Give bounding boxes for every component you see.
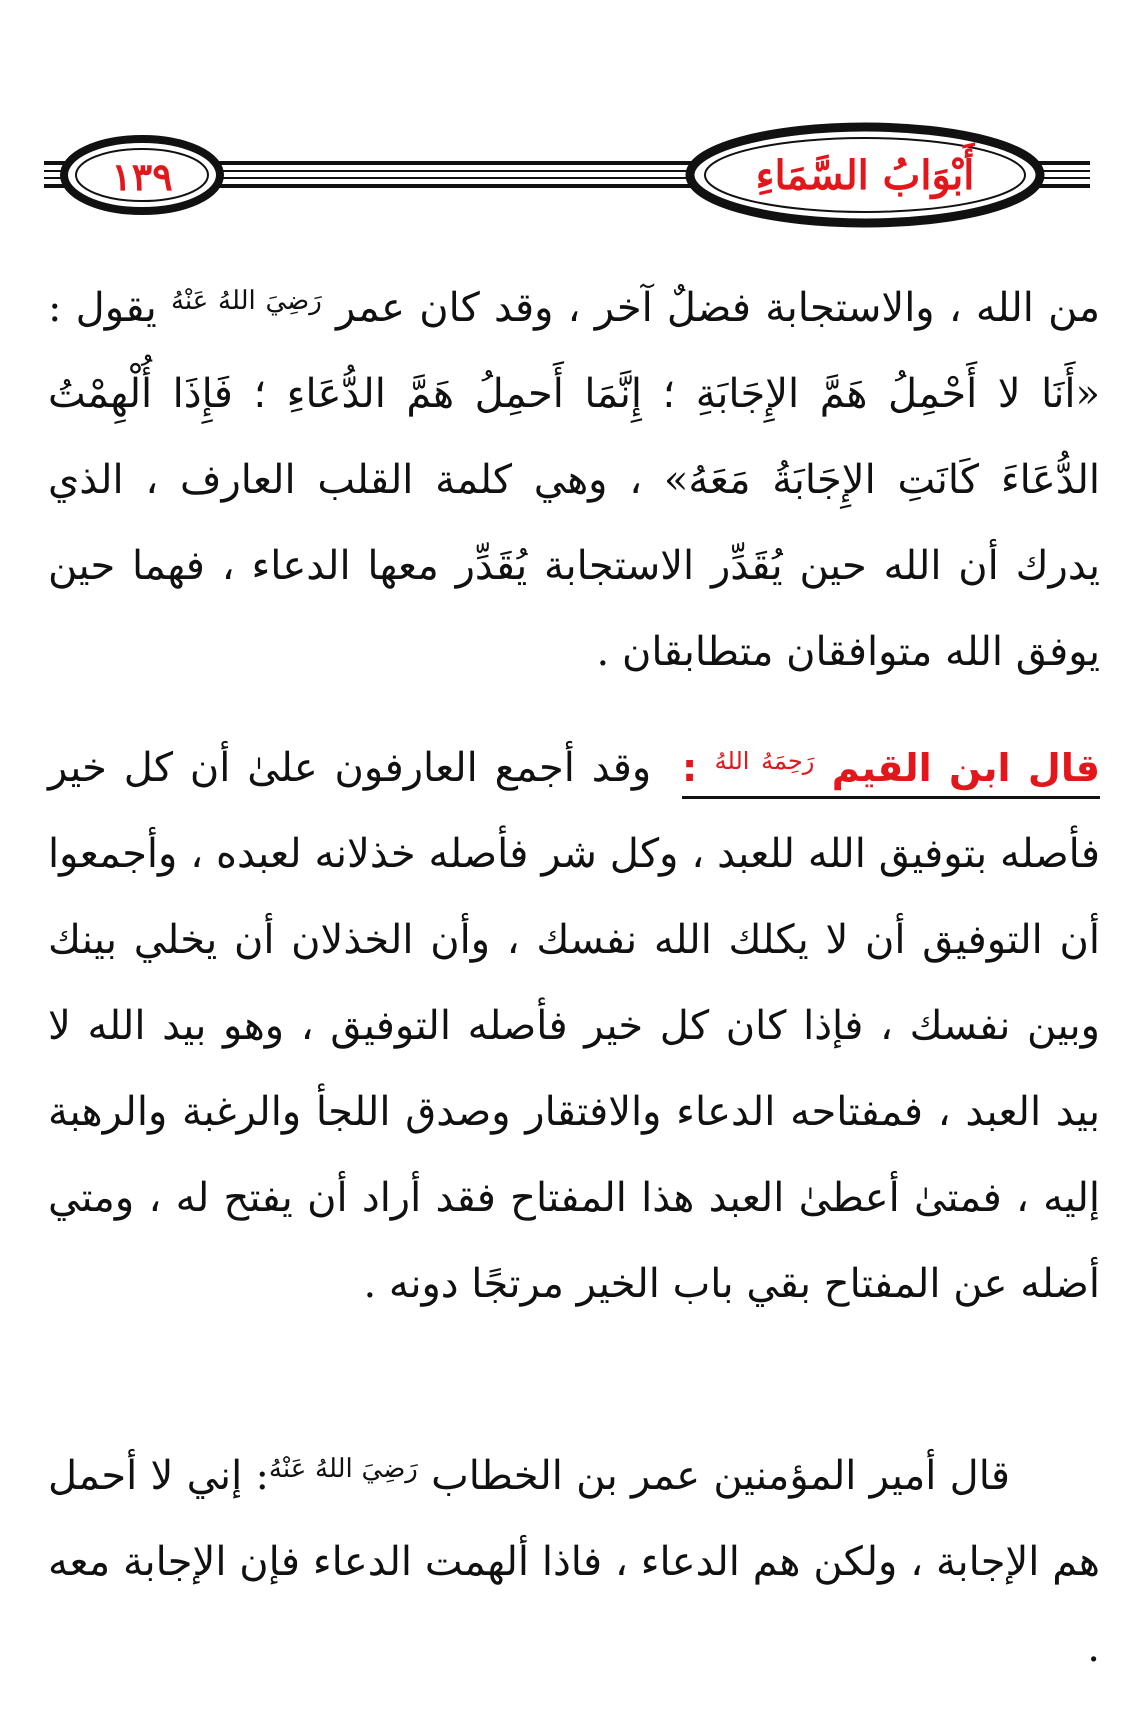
page-header xyxy=(0,120,1132,230)
heading-colon: : xyxy=(682,746,698,790)
ibn-qayyim-heading xyxy=(682,746,1100,799)
page-body xyxy=(48,258,1100,1684)
paragraph-1-part-1: من الله ، والاستجابة فضلٌ آخر ، وقد كان عمر xyxy=(335,285,1100,331)
paragraph-3 xyxy=(48,1426,1100,1684)
heading-text: قال ابن القيم xyxy=(831,746,1101,790)
honorific-rahimahullah: رَحِمَهُ اللهُ xyxy=(714,747,815,775)
paragraph-1 xyxy=(48,258,1100,688)
paragraph-2-body: وقد أجمع العارفون علىٰ أن كل خير فأصله بتوفيق الله للعبد ، وكل شر فأصله خذلانه لعبده ، وأجمعوا أن التوفيق أن لا يكلك الله نفسك ، وأن الخذلان أن يخلي بينك وبين نفسك ، فإذا كان كل خير فأصله التوفيق ، وهو بيد الله لا بيد العبد ، فمفتاحه الدعاء والافتقار وصدق اللجأ والرغبة والرهبة إليه ، فمتىٰ أعطىٰ العبد هذا المفتاح فقد أراد أن يفتح له ، ومتي أضله عن المفتاح بقي باب الخير مرتجًا دونه . xyxy=(48,745,1101,1307)
paragraph-2 xyxy=(48,718,1100,1406)
page-number: ١٣٩ xyxy=(111,154,173,199)
paragraph-1-part-2: يقول : «أَنَا لا أَحْمِلُ هَمَّ الإِجَابَةِ ؛ إِنَّمَا أَحمِلُ هَمَّ الدُّعَاءِ ؛ فَإِذَا أُلْهِمْتُ الدُّعَاءَ كَانَتِ الإِجَابَةُ مَعَهُ» ، وهي كلمة القلب العارف ، الذي يدرك أن الله حين يُقَدِّر الاستجابة يُقَدِّر معها الدعاء ، فهما حين يوفق الله متوافقان متطابقان . xyxy=(48,285,1100,675)
honorific-radiallahu-anhu-2: رَضِيَ اللهُ عَنْهُ xyxy=(268,1454,418,1484)
honorific-radiallahu-anhu: رَضِيَ اللهُ عَنْهُ xyxy=(170,286,322,316)
chapter-title: أَبْوَابُ السَّمَاءِ xyxy=(755,152,975,199)
paragraph-3-part-1: قال أمير المؤمنين عمر بن الخطاب xyxy=(431,1453,1010,1499)
paragraph-3-part-2: : إني لا أحمل هم الإجابة ، ولكن هم الدعاء ، فاذا ألهمت الدعاء فإن الإجابة معه . xyxy=(48,1453,1100,1671)
